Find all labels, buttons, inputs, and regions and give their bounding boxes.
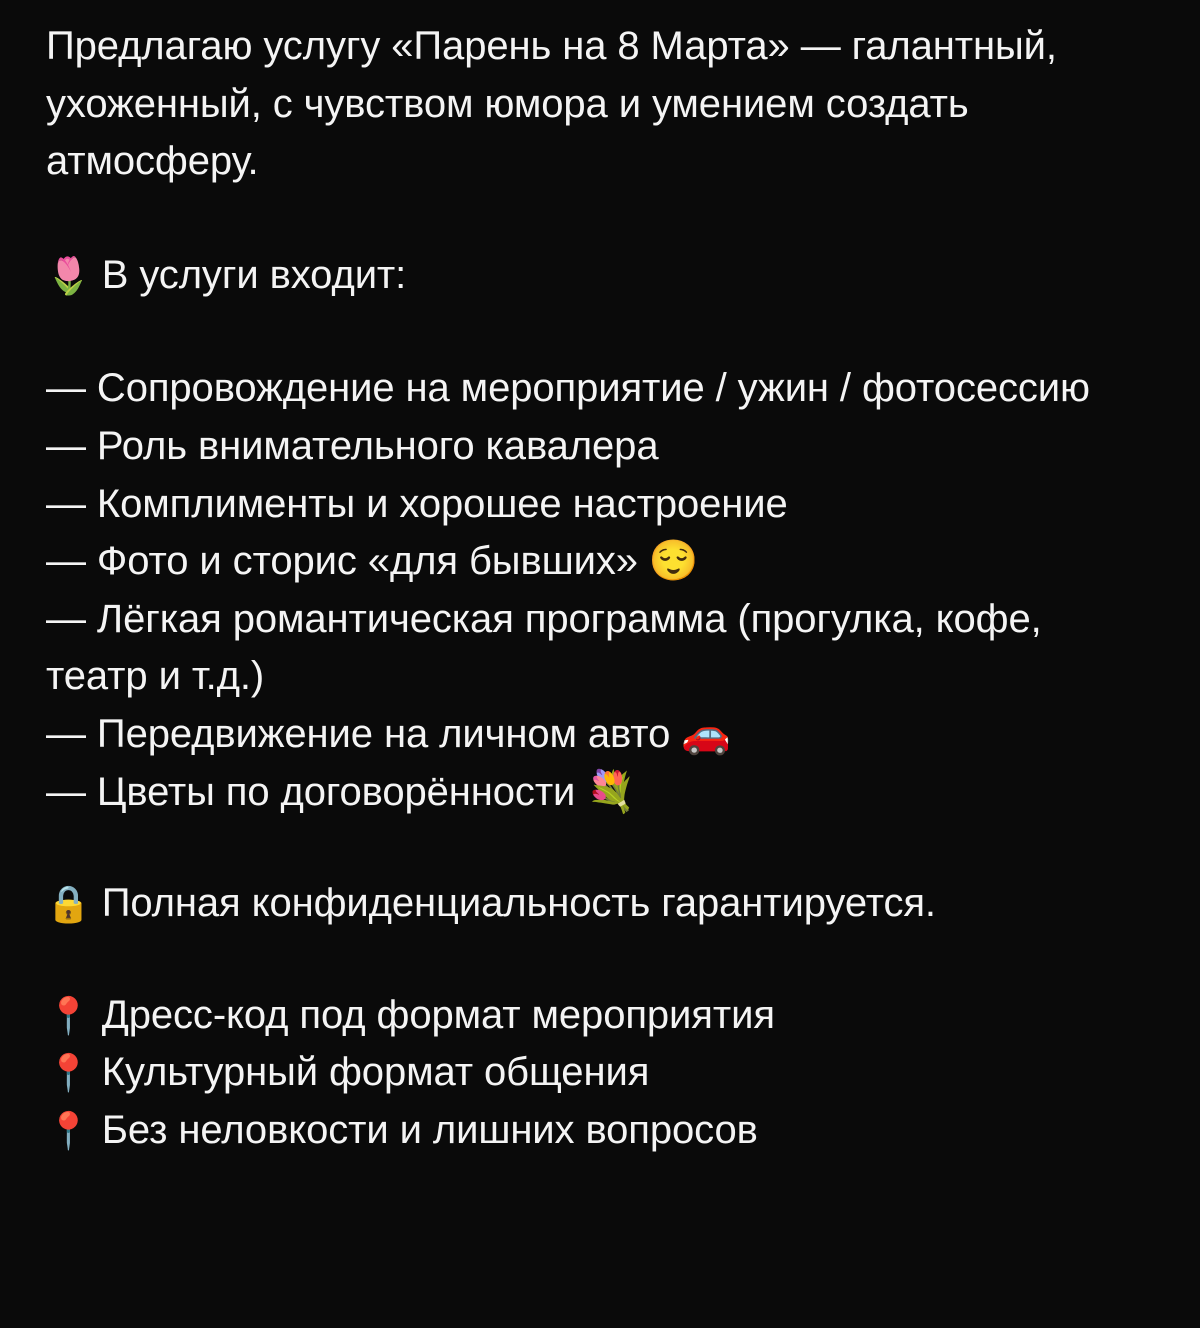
confidentiality-line xyxy=(46,875,1154,933)
service-item: — Комплименты и хорошее настроение xyxy=(46,481,788,526)
lock-emoji: 🔒 xyxy=(46,884,91,926)
tulip-emoji: 🌷 xyxy=(46,255,91,297)
pin-emoji: 📍 xyxy=(46,1110,91,1152)
note-label: Культурный формат общения xyxy=(101,1050,650,1095)
note-label: Без неловкости и лишних вопросов xyxy=(101,1107,758,1152)
note-label: Дресс-код под формат мероприятия xyxy=(101,992,775,1037)
service-item: — Лёгкая романтическая программа (прогулка, кофе, театр и т.д.) xyxy=(46,596,1053,699)
spacer xyxy=(46,191,1154,247)
service-item: — Цветы по договорённости 💐 xyxy=(46,769,637,814)
includes-heading xyxy=(46,247,1154,305)
pin-emoji: 📍 xyxy=(46,1053,91,1095)
service-item: — Фото и сторис «для бывших» 😌 xyxy=(46,539,699,584)
spacer xyxy=(46,304,1154,360)
note-item xyxy=(46,1102,1154,1160)
includes-heading-label: В услуги входит: xyxy=(101,252,407,297)
confidentiality-label: Полная конфиденциальность гарантируется. xyxy=(101,881,936,926)
note-item xyxy=(46,1044,1154,1102)
intro-paragraph: Предлагаю услугу «Парень на 8 Марта» — галантный, ухоженный, с чувством юмора и умением создать атмосферу. xyxy=(46,24,1068,184)
note-item xyxy=(46,987,1154,1045)
spacer xyxy=(46,821,1154,875)
service-item: — Передвижение на личном авто 🚗 xyxy=(46,711,731,756)
pin-emoji: 📍 xyxy=(46,995,91,1037)
service-item: — Роль внимательного кавалера xyxy=(46,423,659,468)
service-item: — Сопровождение на мероприятие / ужин / фотосессию xyxy=(46,366,1090,411)
spacer xyxy=(46,933,1154,987)
